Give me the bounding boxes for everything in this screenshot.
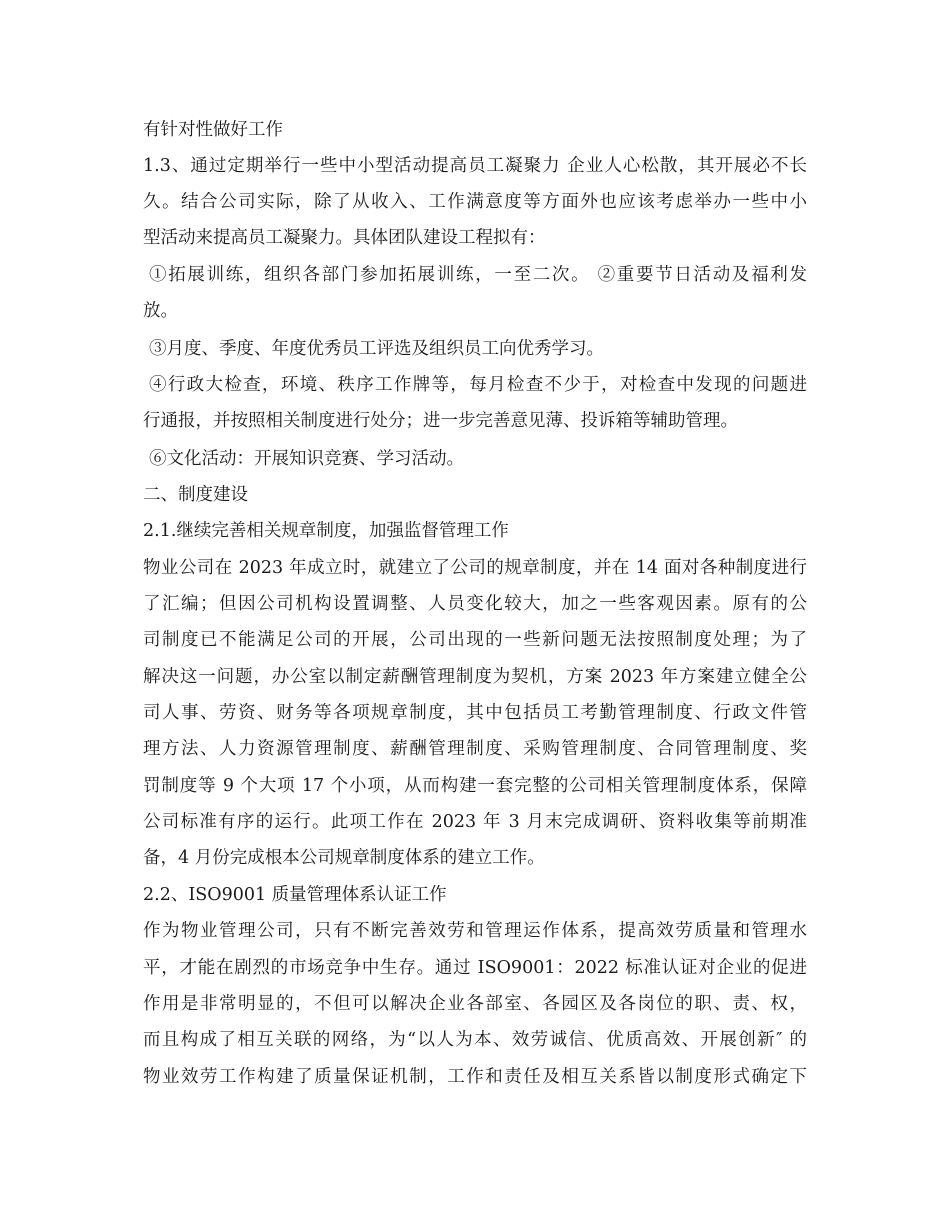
text-line: 了汇编；但因公司机构设置调整、人员变化较大，加之一些客观因素。原有的公 [143,594,807,614]
list-item: ①拓展训练，组织各部门参加拓展训练，一至二次。 ②重要节日活动及福利发 [149,265,807,285]
subsection-heading: 2.2、ISO9001 质量管理体系认证工作 [143,885,447,905]
list-item: ④行政大检查，环境、秩序工作牌等，每月检查不少于，对检查中发现的问题进 [149,375,807,395]
text-line: 司制度已不能满足公司的开展，公司出现的一些新问题无法按照制度处理；为了 [143,630,807,650]
subsection-heading: 2.1.继续完善相关规章制度，加强监督管理工作 [143,521,509,541]
text-line: 公司标准有序的运行。此项工作在 2023 年 3 月末完成调研、资料收集等前期准 [143,812,807,832]
text-line: 而且构成了相互关联的网络，为“以人为本、效劳诚信、优质高效、开展创新″ 的 [143,1030,807,1050]
text-line: 物业效劳工作构建了质量保证机制，工作和责任及相互关系皆以制度形式确定下 [143,1067,807,1087]
text-line: 备，4 月份完成根本公司规章制度体系的建立工作。 [143,848,545,868]
text-line: 型活动来提高员工凝聚力。具体团队建设工程拟有： [143,228,546,248]
text-line: 解决这一问题，办公室以制定薪酬管理制度为契机，方案 2023 年方案建立健全公 [143,667,807,687]
text-line: 理方法、人力资源管理制度、薪酬管理制度、采购管理制度、合同管理制度、奖 [143,739,807,759]
list-item: ③月度、季度、年度优秀员工评选及组织员工向优秀学习。 [149,339,604,359]
section-heading: 二、制度建设 [143,485,248,505]
text-line: 行通报，并按照相关制度进行处分；进一步完善意见薄、投诉箱等辅助管理。 [143,411,738,431]
text-line: 作用是非常明显的，不但可以解决企业各部室、各园区及各岗位的职、责、权， [143,994,807,1014]
text-line: 有针对性做好工作 [143,120,283,140]
text-line: 放。 [143,301,178,321]
text-line: 物业公司在 2023 年成立时，就建立了公司的规章制度，并在 14 面对各种制度进行 [143,558,807,578]
text-line: 平，才能在剧烈的市场竞争中生存。通过 ISO9001：2022 标准认证对企业的促进 [143,958,807,978]
text-line: 司人事、劳资、财务等各项规章制度，其中包括员工考勤管理制度、行政文件管 [143,703,807,723]
heading-1-3: 1.3、通过定期举行一些中小型活动提高员工凝聚力 企业人心松散，其开展必不长 [143,156,807,176]
text-line: 罚制度等 9 个大项 17 个小项，从而构建一套完整的公司相关管理制度体系，保障 [143,776,807,796]
list-item: ⑥文化活动：开展知识竞赛、学习活动。 [149,449,464,469]
text-line: 久。结合公司实际，除了从收入、工作满意度等方面外也应该考虑举办一些中小 [143,192,807,212]
text-line: 作为物业管理公司，只有不断完善效劳和管理运作体系，提高效劳质量和管理水 [143,921,807,941]
